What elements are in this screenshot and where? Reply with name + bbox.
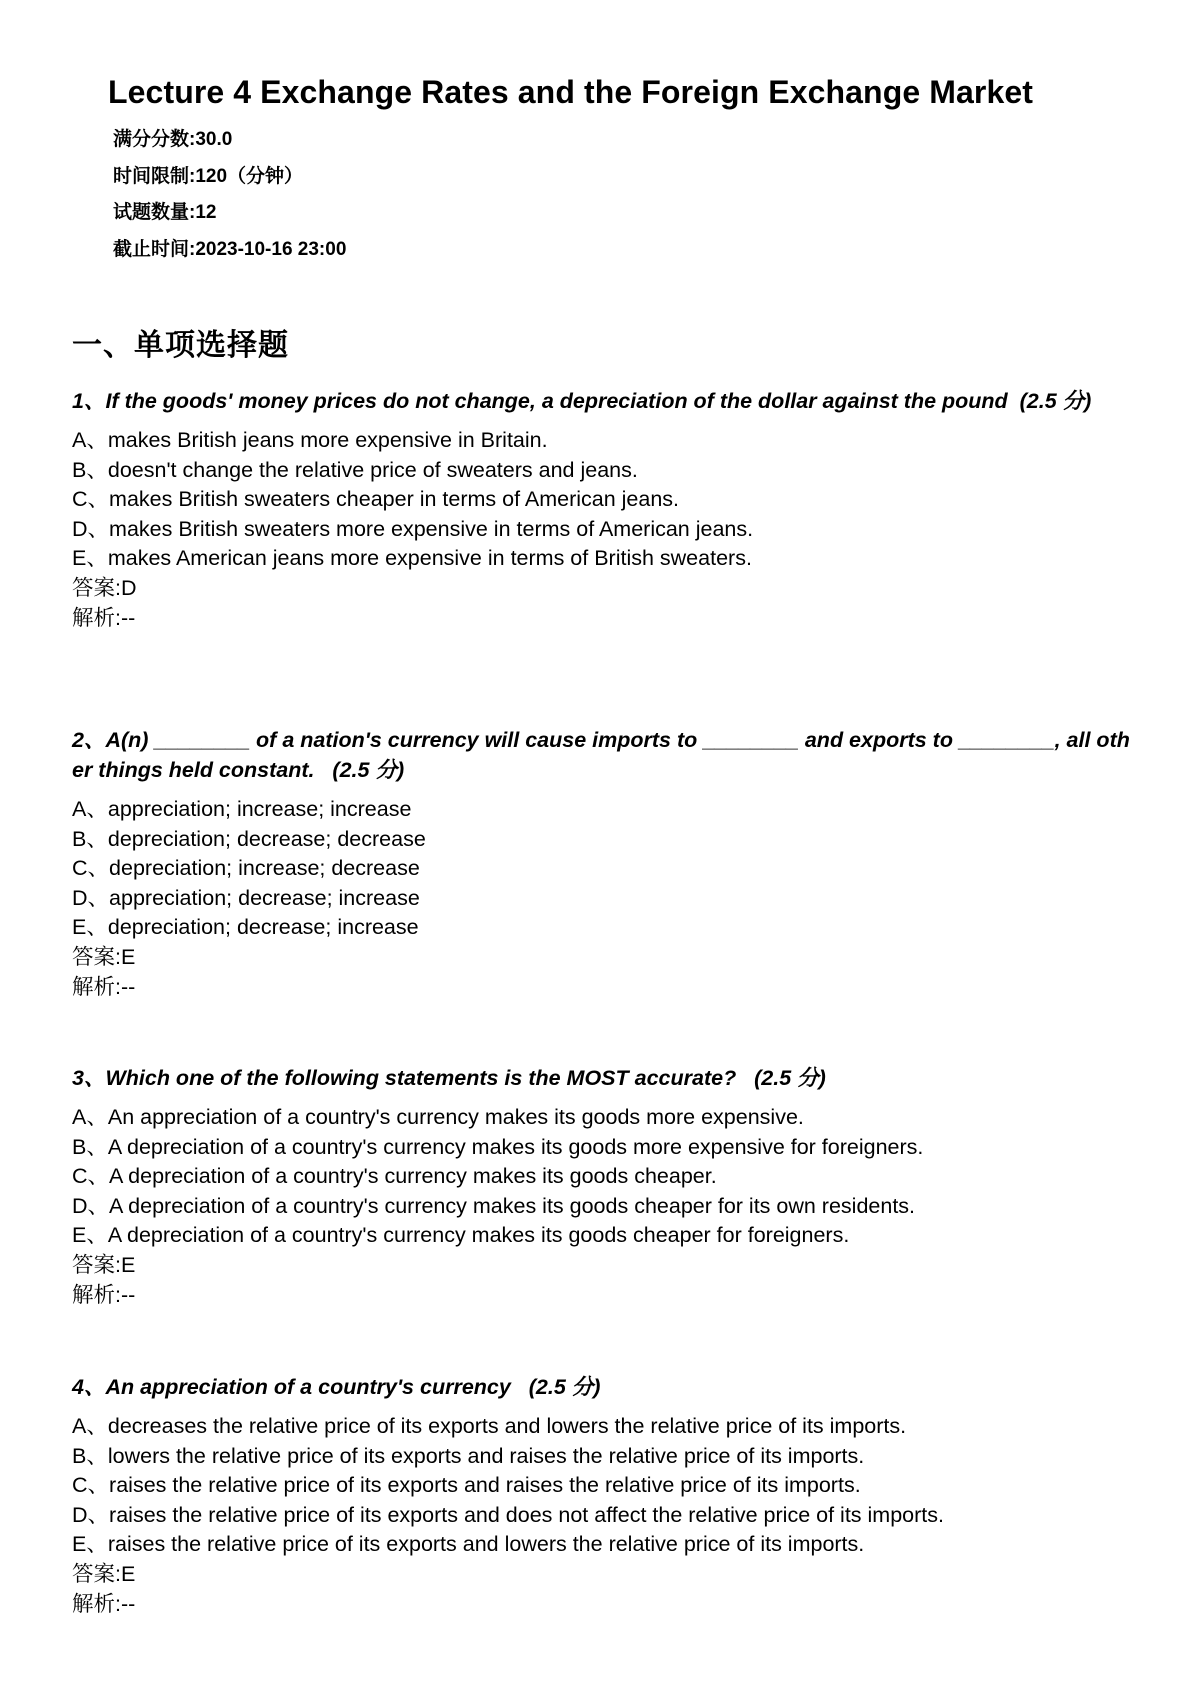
answer-label: 答案: [72,1252,121,1277]
question-text: An appreciation of a country's currency [105,1375,511,1399]
option-letter: A 、 [72,1105,108,1129]
analysis-label: 解析: [72,605,121,630]
option-e [72,913,1132,943]
analysis-label: 解析: [72,1591,121,1616]
option-text: doesn't change the relative price of sweaters and jeans. [107,457,638,482]
analysis-line [72,604,1132,634]
answer-label: 答案: [72,1561,121,1586]
option-text: depreciation; increase; decrease [109,856,420,881]
option-letter: D 、 [72,886,109,910]
meta-value: 30.0 [195,129,233,150]
option-letter: E 、 [72,915,108,939]
question-2 [72,725,1132,1002]
option-text: appreciation; decrease; increase [109,885,420,910]
option-letter: E 、 [72,1532,108,1556]
option-b [72,825,1132,855]
option-letter: D 、 [72,1503,109,1527]
option-text: makes British sweaters more expensive in terms of American jeans. [109,516,754,541]
analysis-line [72,1281,1132,1311]
option-b [72,1133,1132,1163]
option-text: An appreciation of a country's currency makes its goods more expensive. [107,1105,804,1129]
option-text: makes American jeans more expensive in terms of British sweaters. [107,546,752,571]
option-d [72,515,1132,545]
option-b [72,456,1132,486]
answer-value: E [120,944,136,969]
option-text: depreciation; decrease; decrease [107,826,426,851]
answer-label: 答案: [72,575,121,600]
option-letter: E 、 [72,546,108,570]
option-letter: C 、 [72,1473,109,1497]
exam-meta [113,122,346,268]
option-text: A depreciation of a country's currency makes its goods cheaper for its own residents. [109,1193,916,1218]
option-d [72,884,1132,914]
option-letter: A 、 [72,1414,108,1438]
option-letter: A 、 [72,797,108,821]
option-text: decreases the relative price of its exports and lowers the relative price of its imports. [107,1414,907,1438]
option-text: A depreciation of a country's currency makes its goods cheaper. [109,1164,717,1189]
question-text: If the goods' money prices do not change, a depreciation of the dollar against the pound [105,389,1008,413]
option-text: raises the relative price of its exports and raises the relative price of its imports. [109,1473,861,1498]
option-a [72,795,1132,825]
analysis-line [72,973,1132,1003]
option-list [72,1412,1132,1560]
question-stem [72,725,1132,785]
option-letter: B 、 [72,827,108,851]
option-list [72,795,1132,943]
option-list [72,426,1132,574]
answer-line [72,1251,1132,1281]
option-d [72,1501,1132,1531]
analysis-value: -- [120,1282,136,1307]
option-a [72,1103,1132,1133]
meta-value: 120（分钟） [195,165,304,187]
question-points: (2.5 分) [1007,389,1092,413]
option-text: A depreciation of a country's currency makes its goods more expensive for foreigners. [107,1134,924,1159]
question-points: (2.5 分) [736,1066,826,1090]
answer-line [72,1560,1132,1590]
option-letter: B 、 [72,1135,108,1159]
question-points: (2.5 分) [314,758,405,782]
analysis-value: -- [120,1591,136,1616]
option-text: makes British sweaters cheaper in terms of American jeans. [109,487,680,512]
option-text: appreciation; increase; increase [107,797,412,821]
option-a [72,426,1132,456]
option-letter: D 、 [72,1194,109,1218]
option-letter: C 、 [72,856,109,880]
answer-label: 答案: [72,944,121,969]
question-4 [72,1372,1132,1619]
option-letter: A 、 [72,428,108,452]
meta-value: 12 [195,202,217,223]
option-letter: B 、 [72,458,108,482]
question-text: Which one of the following statements is the MOST accurate? [105,1066,737,1090]
meta-value: 2023-10-16 23:00 [195,238,347,260]
analysis-value: -- [120,605,136,630]
question-points: (2.5 分) [510,1375,601,1399]
option-letter: E 、 [72,1223,108,1247]
document-title: Lecture 4 Exchange Rates and the Foreign Exchange Market [108,74,1033,110]
option-c [72,854,1132,884]
answer-line [72,943,1132,973]
question-text: A(n) ________ of a nation's currency will cause imports to ________ and exports to ________, all other things held constant. [72,728,1130,782]
option-text: makes British jeans more expensive in Britain. [107,428,548,452]
section-title: 一、单项选择题 [72,329,289,362]
option-e [72,544,1132,574]
option-a [72,1412,1132,1442]
option-b [72,1442,1132,1472]
question-number: 2、 [72,728,106,752]
meta-row-full-score [113,122,346,159]
question-stem [72,1063,1132,1093]
question-1 [72,386,1132,633]
question-stem [72,386,1132,416]
option-text: depreciation; decrease; increase [107,915,419,940]
meta-row-question-count [113,195,346,232]
meta-label: 试题数量: [113,202,196,223]
question-number: 3、 [72,1066,106,1090]
option-letter: D 、 [72,517,109,541]
analysis-line [72,1590,1132,1620]
answer-value: D [120,575,137,600]
option-e [72,1221,1132,1251]
option-text: A depreciation of a country's currency makes its goods cheaper for foreigners. [107,1223,850,1248]
analysis-value: -- [120,974,136,999]
meta-label: 满分分数: [113,129,196,150]
option-c [72,485,1132,515]
option-text: raises the relative price of its exports and lowers the relative price of its imports. [107,1532,865,1557]
option-e [72,1530,1132,1560]
option-c [72,1162,1132,1192]
option-letter: B 、 [72,1444,108,1468]
answer-value: E [120,1252,136,1277]
option-letter: C 、 [72,1164,109,1188]
question-number: 4、 [72,1375,106,1399]
meta-label: 时间限制: [113,165,196,187]
option-text: raises the relative price of its exports and does not affect the relative price of its imports. [109,1502,944,1527]
analysis-label: 解析: [72,1282,121,1307]
meta-label: 截止时间: [113,238,196,260]
option-text: lowers the relative price of its exports and raises the relative price of its imports. [107,1443,865,1468]
answer-value: E [120,1561,136,1586]
question-stem [72,1372,1132,1402]
meta-row-time-limit [113,159,346,196]
option-c [72,1471,1132,1501]
question-3 [72,1063,1132,1310]
option-list [72,1103,1132,1251]
answer-line [72,574,1132,604]
question-number: 1、 [72,389,106,413]
option-d [72,1192,1132,1222]
option-letter: C 、 [72,487,109,511]
meta-row-deadline [113,232,346,269]
analysis-label: 解析: [72,974,121,999]
